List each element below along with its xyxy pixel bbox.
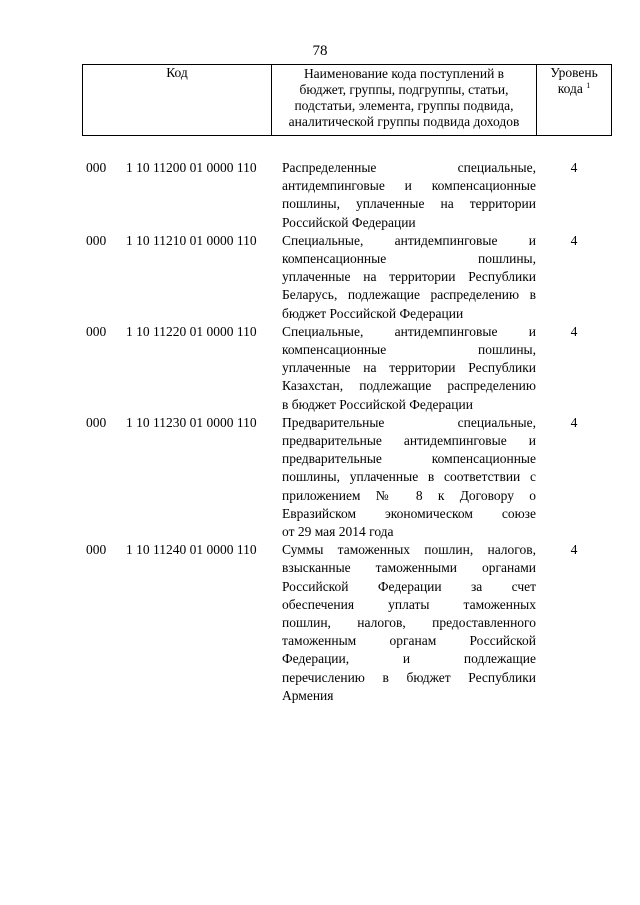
revenue-name-line: бюджет Российской Федерации bbox=[282, 305, 464, 321]
revenue-name-line: уплаченные на территории Республики bbox=[282, 360, 536, 376]
admin-code: 000 bbox=[86, 160, 107, 175]
header-name-line: бюджет, группы, подгруппы, статьи, bbox=[299, 82, 509, 97]
revenue-name-line: пошлины, уплаченные на территории bbox=[282, 196, 536, 212]
header-code-label: Код bbox=[166, 65, 188, 80]
revenue-name-line: взысканные таможенными органами bbox=[282, 560, 536, 576]
admin-code: 000 bbox=[86, 232, 107, 248]
table-row bbox=[0, 323, 640, 414]
revenue-name-line: таможенным органам Российской bbox=[282, 633, 536, 649]
revenue-name bbox=[282, 323, 536, 414]
header-name-cell bbox=[272, 65, 537, 136]
revenue-name-line: уплаченные на территории Республики bbox=[282, 269, 536, 285]
table-row bbox=[0, 414, 640, 541]
revenue-name-line: Казахстан, подлежащие распределению bbox=[282, 378, 536, 394]
header-level-line1: Уровень bbox=[550, 65, 598, 80]
table-row bbox=[0, 541, 640, 705]
revenue-name-line: перечислению в бюджет Республики bbox=[282, 669, 536, 685]
code-level: 4 bbox=[570, 160, 578, 175]
admin-code: 000 bbox=[86, 542, 107, 558]
header-level-line2 bbox=[537, 81, 611, 97]
revenue-name-line: Евразийском экономическом союзе bbox=[282, 505, 536, 521]
revenue-name-line: Федерации, и подлежащие bbox=[282, 651, 536, 667]
revenue-code: 1 10 11210 01 0000 110 bbox=[126, 232, 257, 248]
revenue-name-line: Беларусь, подлежащие распределению в bbox=[282, 287, 536, 303]
header-name-line: аналитической группы подвида доходов bbox=[288, 114, 520, 129]
header-name-line: Наименование кода поступлений в bbox=[303, 66, 505, 81]
header-code-cell bbox=[83, 65, 272, 136]
revenue-name bbox=[282, 414, 536, 541]
footnote-marker: 1 bbox=[586, 81, 591, 90]
revenue-name-line: в бюджет Российской Федерации bbox=[282, 396, 473, 412]
header-name-line: подстатьи, элемента, группы подвида, bbox=[294, 98, 514, 113]
revenue-name-line: Распределенные специальные, bbox=[282, 160, 536, 175]
revenue-name-line: компенсационные пошлины, bbox=[282, 342, 536, 358]
code-level: 4 bbox=[570, 323, 578, 339]
revenue-code: 1 10 11220 01 0000 110 bbox=[126, 323, 257, 339]
revenue-name-line: Российской Федерации bbox=[282, 214, 416, 230]
revenue-name bbox=[282, 232, 536, 323]
revenue-name-line: компенсационные пошлины, bbox=[282, 251, 536, 267]
code-level: 4 bbox=[570, 232, 578, 248]
header-level-label: кода bbox=[557, 81, 583, 96]
revenue-code: 1 10 11230 01 0000 110 bbox=[126, 414, 257, 430]
revenue-name-line: Специальные, антидемпинговые и bbox=[282, 323, 536, 339]
table-body bbox=[0, 159, 640, 705]
table-row bbox=[0, 159, 640, 232]
revenue-name-line: Специальные, антидемпинговые и bbox=[282, 232, 536, 248]
table-header bbox=[82, 64, 612, 136]
revenue-name-line: антидемпинговые и компенсационные bbox=[282, 178, 536, 194]
revenue-code: 1 10 11200 01 0000 110 bbox=[126, 160, 257, 175]
revenue-name-line: предварительные компенсационные bbox=[282, 451, 536, 467]
code-level: 4 bbox=[570, 414, 578, 430]
page-number: 78 bbox=[312, 43, 328, 59]
revenue-name-line: Российской Федерации за счет bbox=[282, 578, 536, 594]
revenue-code: 1 10 11240 01 0000 110 bbox=[126, 542, 257, 558]
revenue-name-line: Предварительные специальные, bbox=[282, 414, 536, 430]
table-row bbox=[0, 232, 640, 323]
code-level: 4 bbox=[570, 542, 578, 558]
revenue-name-line: от 29 мая 2014 года bbox=[282, 524, 394, 540]
revenue-name-line: приложением № 8 к Договору о bbox=[282, 487, 536, 503]
revenue-name bbox=[282, 541, 536, 705]
revenue-name-line: пошлин, налогов, предоставленного bbox=[282, 615, 536, 631]
revenue-name-line: Суммы таможенных пошлин, налогов, bbox=[282, 542, 536, 558]
admin-code: 000 bbox=[86, 323, 107, 339]
revenue-name-line: Армения bbox=[282, 687, 334, 703]
revenue-name-line: обеспечения уплаты таможенных bbox=[282, 596, 536, 612]
admin-code: 000 bbox=[86, 414, 107, 430]
revenue-name bbox=[282, 159, 536, 232]
revenue-name-line: предварительные антидемпинговые и bbox=[282, 433, 536, 449]
revenue-name-line: пошлины, уплаченные в соответствии с bbox=[282, 469, 536, 485]
header-level-cell bbox=[537, 65, 612, 136]
